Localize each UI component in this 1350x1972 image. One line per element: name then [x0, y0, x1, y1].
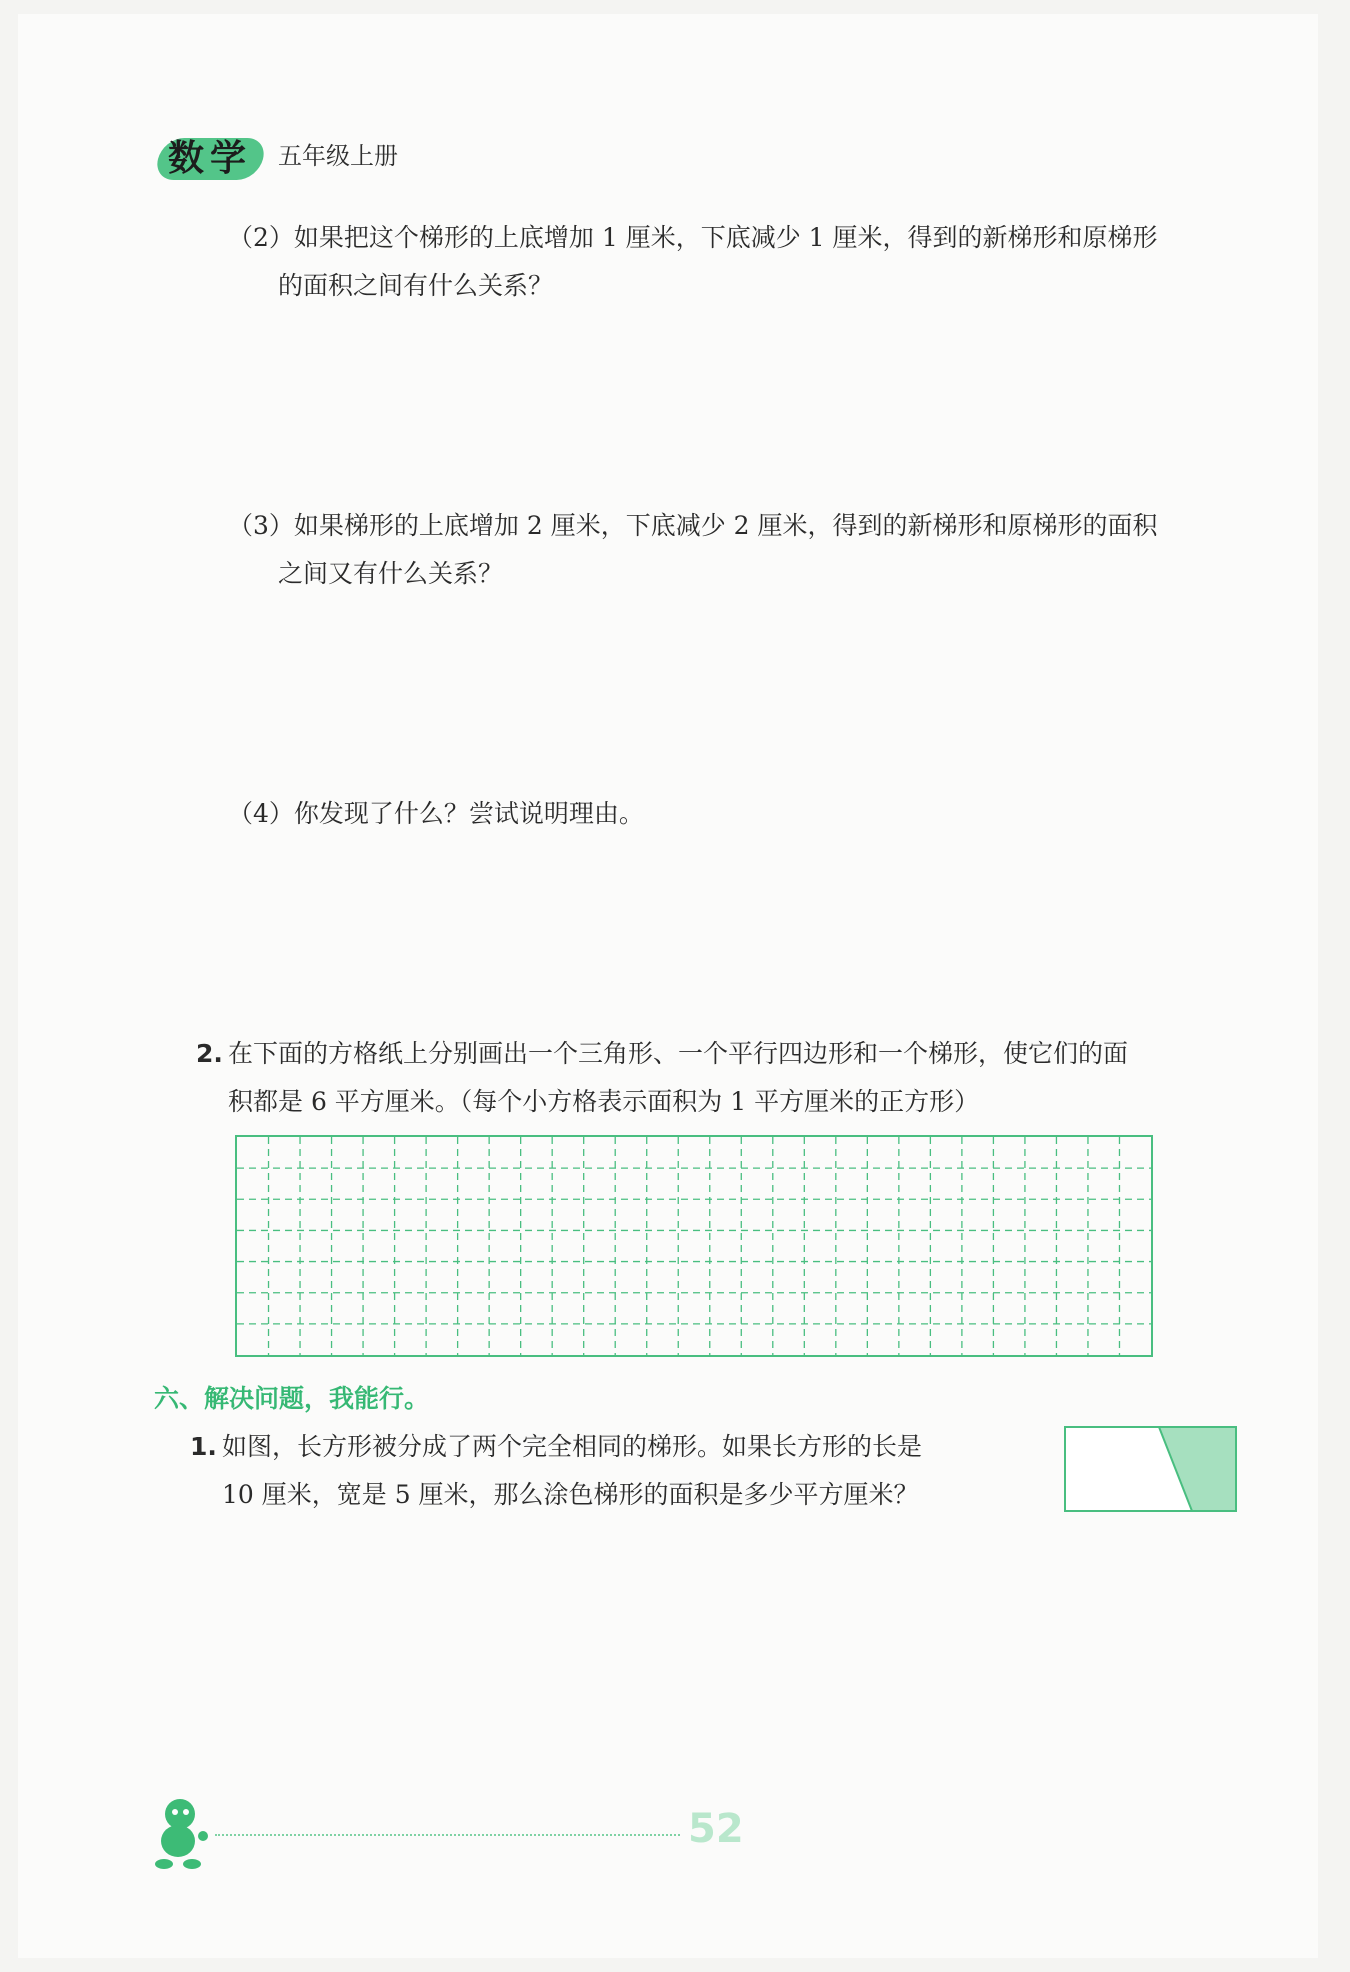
question-2-line-2: 的面积之间有什么关系？	[278, 271, 554, 300]
footer-dotted-line	[215, 1834, 680, 1836]
task-6-1-number: 1.	[190, 1432, 217, 1461]
page	[18, 14, 1318, 1958]
task-2-number: 2.	[196, 1039, 223, 1068]
task-6-1-line-1: 如图，长方形被分成了两个完全相同的梯形。如果长方形的长是	[222, 1432, 923, 1461]
grid-paper[interactable]	[235, 1135, 1153, 1357]
rectangle-trapezoid-figure	[1064, 1426, 1237, 1512]
task-6-1-line-2: 10 厘米，宽是 5 厘米，那么涂色梯形的面积是多少平方厘米？	[222, 1480, 919, 1509]
grade-label: 五年级上册	[278, 142, 398, 170]
question-2-line-1: （2）如果把这个梯形的上底增加 1 厘米，下底减少 1 厘米，得到的新梯形和原梯形	[228, 223, 1158, 252]
question-4-line-1: （4）你发现了什么？尝试说明理由。	[228, 799, 644, 828]
grid-lines	[237, 1137, 1151, 1355]
task-2-line-2: 积都是 6 平方厘米。（每个小方格表示面积为 1 平方厘米的正方形）	[228, 1087, 980, 1116]
question-3-line-2: 之间又有什么关系？	[278, 559, 504, 588]
subject-title: 数学	[168, 138, 253, 179]
task-2-line-1: 在下面的方格纸上分别画出一个三角形、一个平行四边形和一个梯形，使它们的面	[228, 1039, 1129, 1068]
mascot-icon	[148, 1794, 212, 1874]
page-number: 52	[688, 1806, 744, 1852]
question-3-line-1: （3）如果梯形的上底增加 2 厘米，下底减少 2 厘米，得到的新梯形和原梯形的面积	[228, 511, 1158, 540]
section-6-title: 六、解决问题，我能行。	[154, 1384, 430, 1413]
